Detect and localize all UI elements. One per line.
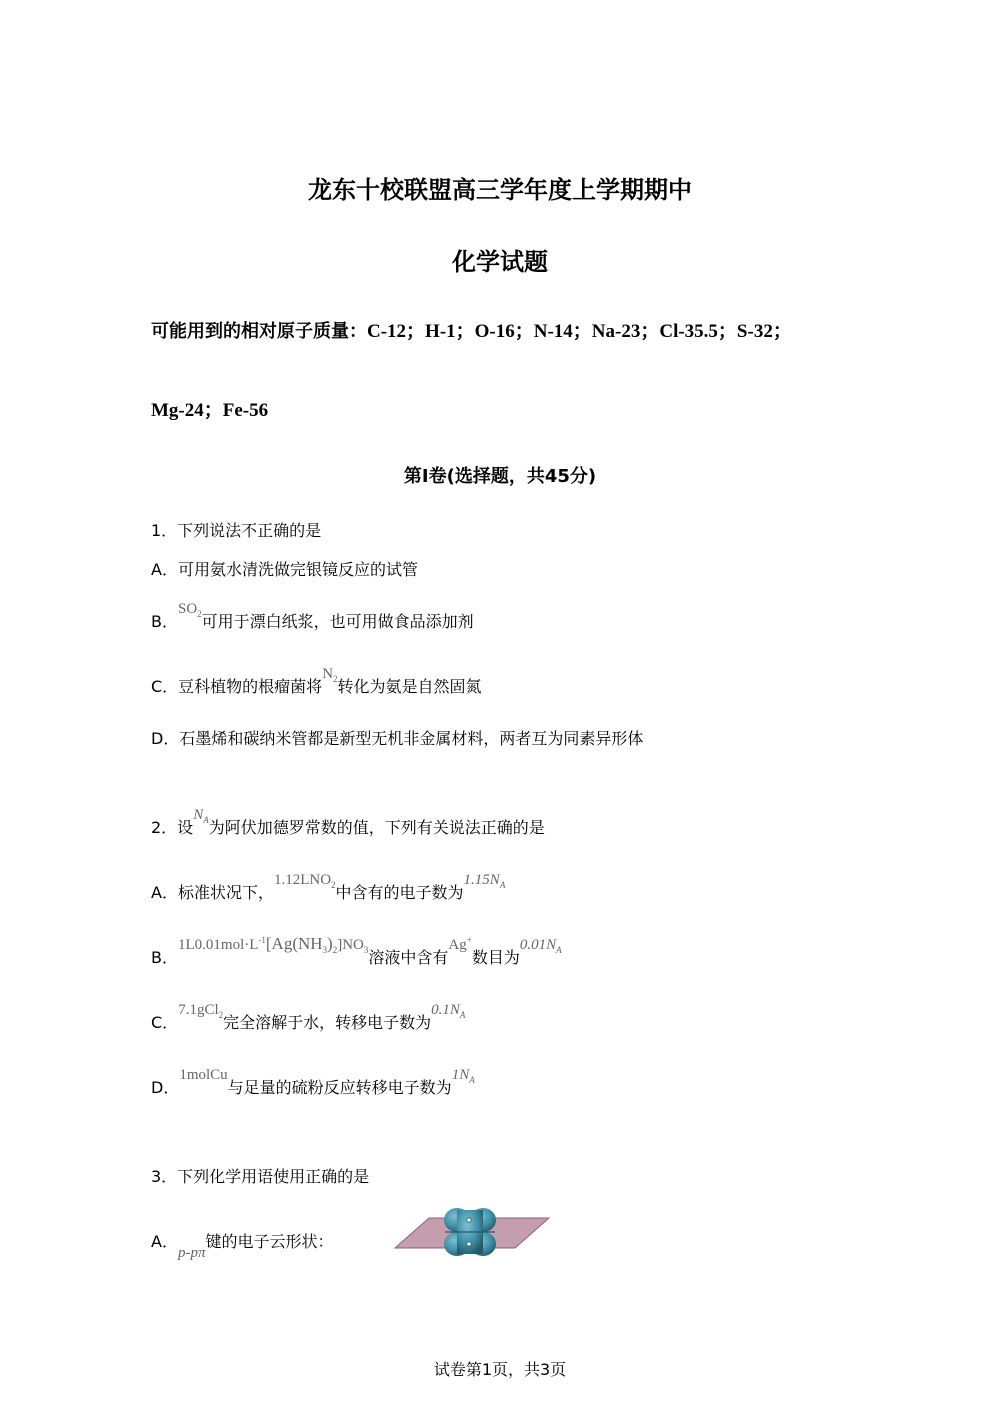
formula-complex: $1L0.01mol\cdot L^{-1}[Ag(NH_3)_2]NO_3$ xyxy=(177,934,369,955)
ion-ag: Ag+ xyxy=(448,935,472,953)
question-2-option-a: A．标准状况下，$1.12LNO_2$中含有的电子数为$1.15N_A$ xyxy=(151,872,506,902)
question-2-option-b: B．$1L0.01mol\cdot L^{-1}[Ag(NH_3)_2]NO_3$溶液中含有Ag+数目为$0.01N_A$ xyxy=(151,934,562,967)
value-b: $0.01N_A$ xyxy=(519,937,562,955)
value-a: $1.15N_A$ xyxy=(463,872,506,890)
formula-no2: $1.12LNO_2$ xyxy=(273,872,336,890)
option-label: C．豆科植物的根瘤菌将 xyxy=(151,677,323,696)
question-3-stem: 3．下列化学用语使用正确的是 xyxy=(151,1167,370,1186)
question-1-option-d: D．石墨烯和碳纳米管都是新型无机非金属材料，两者互为同素异形体 xyxy=(151,729,644,748)
value-d: $1N_A$ xyxy=(451,1067,475,1085)
option-text: 可用于漂白纸浆，也可用做食品添加剂 xyxy=(201,612,474,631)
formula-p-p-pi: p-pπ xyxy=(177,1245,206,1261)
question-1-option-a: A．可用氨水清洗做完银镜反应的试管 xyxy=(151,560,418,579)
value-c: $0.1N_A$ xyxy=(431,1002,466,1020)
question-1-option-c xyxy=(151,666,482,698)
question-2-stem: 2．设$N_A$为阿伏加德罗常数的值，下列有关说法正确的是 xyxy=(151,807,545,837)
atomic-masses-line1 xyxy=(151,316,792,343)
question-1-stem: 1．下列说法不正确的是 xyxy=(151,521,322,540)
question-1-option-b xyxy=(151,601,474,633)
atomic-masses-values-2: Mg-24；Fe-56 xyxy=(151,400,269,421)
subject-title: 化学试题 xyxy=(452,248,548,276)
atomic-masses-values-1: C-12；H-1；O-16；N-14；Na-23；Cl-35.5；S-32； xyxy=(367,321,792,342)
atomic-masses-line2 xyxy=(151,395,268,422)
atomic-masses-label: 可能用到的相对原子质量： xyxy=(151,321,367,342)
option-text: 转化为氨是自然固氮 xyxy=(337,677,482,696)
formula-so2: $SO_2$ xyxy=(177,601,202,619)
option-label: B． xyxy=(151,612,178,631)
formula-cl2: 7.1gCl$_2$ xyxy=(178,1002,224,1020)
p-p-pi-orbital-icon xyxy=(393,1204,551,1260)
exam-title: 龙东十校联盟高三学年度上学期期中 xyxy=(308,176,692,204)
question-2-option-c: C．7.1gCl$_2$完全溶解于水，转移电子数为$0.1N_A$ xyxy=(151,1002,466,1032)
formula-na: $N_A$ xyxy=(193,807,209,825)
question-2-option-d: D．1molCu与足量的硫粉反应转移电子数为$1N_A$ xyxy=(151,1067,475,1097)
page-footer: 试卷第1页，共3页 xyxy=(433,1360,567,1379)
formula-n2: $N_2$ xyxy=(322,666,338,684)
question-3-option-a: A．p-pπ键的电子云形状： xyxy=(151,1232,334,1261)
formula-cu: 1molCu xyxy=(179,1067,228,1083)
section-heading: 第Ⅰ卷(选择题，共45分) xyxy=(403,466,597,487)
